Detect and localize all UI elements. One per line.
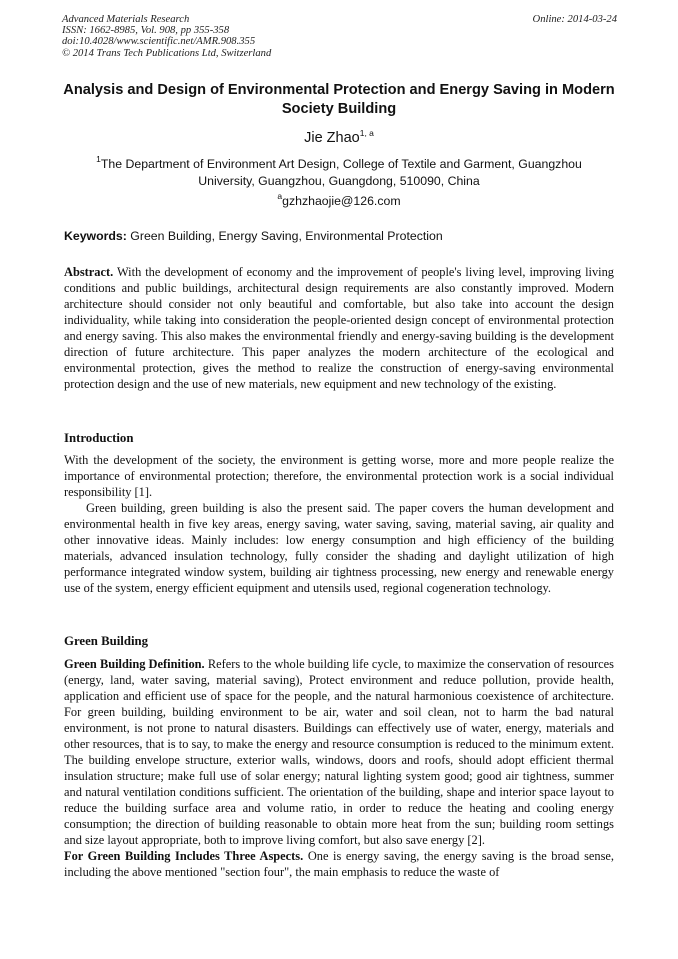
journal-header bbox=[62, 14, 617, 59]
aspects-label: For Green Building Includes Three Aspects. bbox=[64, 849, 304, 863]
journal-issn: ISSN: 1662-8985, Vol. 908, pp 355-358 bbox=[62, 25, 230, 37]
email-superscript: a bbox=[277, 191, 283, 201]
green-building-body bbox=[64, 656, 614, 880]
affiliation bbox=[80, 156, 598, 190]
green-building-definition bbox=[64, 656, 614, 848]
introduction-heading: Introduction bbox=[64, 431, 134, 445]
keywords-label: Keywords: bbox=[64, 229, 127, 243]
introduction-body bbox=[64, 452, 614, 596]
abstract bbox=[64, 264, 614, 392]
online-date: Online: 2014-03-24 bbox=[532, 14, 617, 25]
author-line bbox=[0, 130, 678, 146]
email-line bbox=[0, 191, 678, 208]
aspects-text: One is energy saving, the energy saving is the broad sense, including the above mentioned "section four", the main emphasis to reduce the waste of bbox=[64, 849, 615, 879]
affiliation-text: The Department of Environment Art Design, College of Textile and Garment, Guangzhou University, Guangzhou, Guangdong, 510090, China bbox=[100, 157, 582, 188]
author-name: Jie Zhao bbox=[304, 130, 360, 146]
introduction-paragraph-1: With the development of the society, the environment is getting worse, more and more people realize the importance of environmental protection; therefore, the environmental protection work is a social individual responsibility [1]. bbox=[64, 453, 614, 499]
keywords-text: Green Building, Energy Saving, Environmental Protection bbox=[130, 229, 443, 243]
keywords bbox=[64, 229, 624, 243]
journal-name: Advanced Materials Research bbox=[62, 14, 190, 25]
journal-copyright: © 2014 Trans Tech Publications Ltd, Switzerland bbox=[62, 47, 272, 59]
abstract-label: Abstract. bbox=[64, 265, 114, 279]
introduction-paragraph-2: Green building, green building is also the present said. The paper covers the human development and environmental health in five key areas, energy saving, water saving, saving, material saving, air quality and other innovative ideas. Mainly includes: low energy consumption and high efficiency of the building materials, advanced insulation technology, fully consider the shading and daylight utilization of high performance integrated window system, building air tightness processing, new energy and renewable energy use of the system, energy efficient equipment and utensils used, regional cogeneration technology. bbox=[64, 501, 614, 595]
abstract-text: With the development of economy and the improvement of people's living level, improving living conditions and public buildings, architectural design requirements are also constantly improved. Modern architecture should consider not only beautiful and comfortable, but also take into account the design individuality, while taking into consideration the people-oriented design concept of environmental protection and energy saving. This also makes the environmental friendly and energy-saving building is the development direction of future architecture. This paper analyzes the modern architecture of the ecological and environmental protection, gives the method to realize the construction of energy-saving environmental protection design and the use of new materials, new equipment and new technology of the existing. bbox=[64, 265, 614, 391]
author-email: gzhzhaojie@126.com bbox=[282, 194, 401, 208]
definition-text: Refers to the whole building life cycle, to maximize the conservation of resources (energy, land, water saving, material saving), Protect environment and reduce pollution, provide health, application and efficient use of space for the people, and the natural harmonious coexistence of architecture. For green building, building environment to be air, water and soil clean, not to harm the bad natural environment, is not prone to natural disasters. Buildings can effectively use of water, energy, materials and other resources, that is to say, to make the energy and resource consumption is reduced to the minimum extent. The building envelope structure, exterior walls, windows, doors and roofs, should adopt efficient thermal insulation structure; make full use of solar energy; natural lighting system good; good air tightness, summer and natural ventilation conditions sufficient. The orientation of the building, shape and interior space layout to reduce the building surface area and volume ratio, in order to reduce the heating and cooling energy consumption; the direction of building reasonable to obtain more heat from the sun; building room settings and size layout appropriate, both to improve living comfort, but also save energy [2]. bbox=[64, 657, 614, 847]
definition-label: Green Building Definition. bbox=[64, 657, 205, 671]
affiliation-superscript: 1 bbox=[96, 154, 101, 164]
green-building-heading: Green Building bbox=[64, 634, 149, 648]
journal-doi: doi:10.4028/www.scientific.net/AMR.908.355 bbox=[62, 36, 256, 48]
paper-title: Analysis and Design of Environmental Protection and Energy Saving in Modern Society Building bbox=[63, 82, 615, 117]
author-superscript: 1, a bbox=[359, 128, 374, 138]
green-building-aspects bbox=[64, 848, 614, 880]
